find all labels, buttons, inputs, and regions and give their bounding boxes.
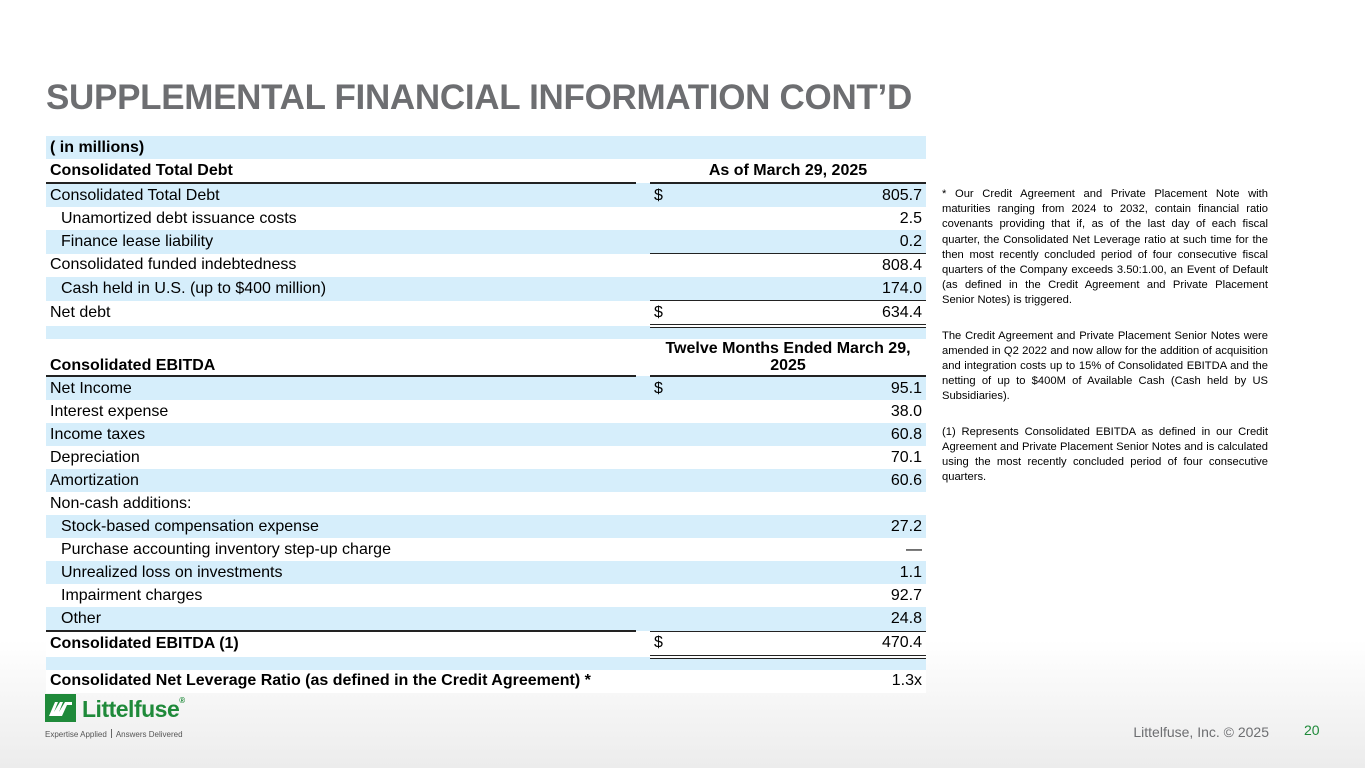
logo-wordmark — [82, 696, 185, 723]
row-currency — [650, 492, 670, 515]
table-row — [46, 183, 926, 207]
logo-tagline — [45, 729, 183, 739]
footnotes — [942, 187, 1268, 505]
row-label: Income taxes — [46, 423, 636, 446]
spacer-row — [46, 326, 926, 339]
row-currency — [650, 607, 670, 631]
row-value: 1.1 — [670, 561, 926, 584]
row-currency: $ — [650, 631, 670, 657]
row-label: Purchase accounting inventory step-up charge — [46, 538, 636, 561]
row-label: Depreciation — [46, 446, 636, 469]
tagline-left: Expertise Applied — [45, 730, 107, 739]
row-currency — [650, 400, 670, 423]
row-label: Other — [46, 607, 636, 631]
row-label: Net Income — [46, 376, 636, 400]
row-label: Stock-based compensation expense — [46, 515, 636, 538]
logo-registered-mark: ® — [179, 696, 185, 705]
row-value: 38.0 — [670, 400, 926, 423]
ebitda-rows — [46, 376, 926, 657]
table-row — [46, 301, 926, 327]
row-value: 60.6 — [670, 469, 926, 492]
table-row — [46, 400, 926, 423]
ebitda-column-header: Twelve Months Ended March 29, 2025 — [650, 339, 926, 376]
logo-text: Littelfuse — [82, 696, 180, 722]
row-value: 470.4 — [670, 631, 926, 657]
debt-column-header: As of March 29, 2025 — [650, 159, 926, 183]
row-label: Consolidated EBITDA (1) — [46, 631, 636, 657]
littelfuse-logo — [45, 694, 205, 742]
row-currency: $ — [650, 376, 670, 400]
leverage-row — [46, 670, 926, 693]
footnote-ebitda-definition: (1) Represents Consolidated EBITDA as defined in our Credit Agreement and Private Placement Senior Notes and is calculated using the most recently concluded period of four consecutive quarters. — [942, 425, 1268, 484]
row-label: Cash held in U.S. (up to $400 million) — [46, 277, 636, 301]
tagline-right: Answers Delivered — [115, 730, 183, 739]
row-currency — [650, 277, 670, 301]
row-value: 2.5 — [670, 207, 926, 230]
table-row — [46, 277, 926, 301]
table-row — [46, 561, 926, 584]
row-label: Amortization — [46, 469, 636, 492]
row-currency — [650, 515, 670, 538]
table-row — [46, 584, 926, 607]
table-row — [46, 607, 926, 631]
row-currency: $ — [650, 301, 670, 327]
table-row — [46, 423, 926, 446]
row-value: 634.4 — [670, 301, 926, 327]
ebitda-section-header: Consolidated EBITDA — [46, 339, 636, 376]
row-label: Net debt — [46, 301, 636, 327]
table-row — [46, 207, 926, 230]
row-currency — [650, 254, 670, 278]
row-currency — [650, 230, 670, 254]
leverage-label: Consolidated Net Leverage Ratio (as defined in the Credit Agreement) * — [46, 670, 636, 693]
units-row — [46, 136, 926, 159]
copyright: Littelfuse, Inc. © 2025 — [1133, 724, 1269, 740]
units-label: ( in millions) — [46, 136, 636, 159]
row-value: 174.0 — [670, 277, 926, 301]
row-value — [670, 492, 926, 515]
row-value: 24.8 — [670, 607, 926, 631]
table-row — [46, 469, 926, 492]
leverage-value: 1.3x — [670, 670, 926, 693]
row-currency — [650, 538, 670, 561]
row-currency: $ — [650, 183, 670, 207]
slide-title: SUPPLEMENTAL FINANCIAL INFORMATION CONT’D — [46, 78, 912, 117]
debt-rows — [46, 183, 926, 326]
table-row — [46, 230, 926, 254]
row-label: Consolidated Total Debt — [46, 183, 636, 207]
row-label: Impairment charges — [46, 584, 636, 607]
row-label: Non-cash additions: — [46, 492, 636, 515]
table-row — [46, 254, 926, 278]
littelfuse-logo-icon — [45, 694, 76, 722]
row-value: 805.7 — [670, 183, 926, 207]
table-row — [46, 446, 926, 469]
financial-table — [46, 136, 926, 693]
row-label: Interest expense — [46, 400, 636, 423]
row-currency — [650, 561, 670, 584]
page-number: 20 — [1304, 722, 1320, 738]
table-row — [46, 515, 926, 538]
row-value: 60.8 — [670, 423, 926, 446]
table-row — [46, 538, 926, 561]
row-currency — [650, 207, 670, 230]
footnote-amendment: The Credit Agreement and Private Placement Senior Notes were amended in Q2 2022 and now allow for the addition of acquisition and integration costs up to 15% of Consolidated EBITDA and the netting of up to $400M of Available Cash (Cash held by US Subsidiaries). — [942, 329, 1268, 403]
spacer-row — [46, 657, 926, 670]
debt-header-row — [46, 159, 926, 183]
row-label: Unrealized loss on investments — [46, 561, 636, 584]
debt-section-header: Consolidated Total Debt — [46, 159, 636, 183]
row-label: Finance lease liability — [46, 230, 636, 254]
row-value: 95.1 — [670, 376, 926, 400]
table-row — [46, 376, 926, 400]
row-value: — — [670, 538, 926, 561]
row-currency — [650, 423, 670, 446]
ebitda-header-row — [46, 339, 926, 376]
row-value: 92.7 — [670, 584, 926, 607]
row-label: Consolidated funded indebtedness — [46, 254, 636, 278]
row-currency — [650, 584, 670, 607]
row-value: 0.2 — [670, 230, 926, 254]
row-currency — [650, 469, 670, 492]
table-row — [46, 492, 926, 515]
row-value: 27.2 — [670, 515, 926, 538]
row-value: 808.4 — [670, 254, 926, 278]
table-row — [46, 631, 926, 657]
row-value: 70.1 — [670, 446, 926, 469]
row-currency — [650, 446, 670, 469]
footnote-covenant: * Our Credit Agreement and Private Placement Note with maturities ranging from 2024 to 2032, contain financial ratio covenants providing that if, as of the last day of each fiscal quarter, the Consolidated Net Leverage ratio at such time for the then most recently concluded period of four consecutive fiscal quarters of the Company exceeds 3.50:1.00, an Event of Default (as defined in the Credit Agreement and Private Placement Senior Notes) is triggered. — [942, 188, 1268, 307]
row-label: Unamortized debt issuance costs — [46, 207, 636, 230]
